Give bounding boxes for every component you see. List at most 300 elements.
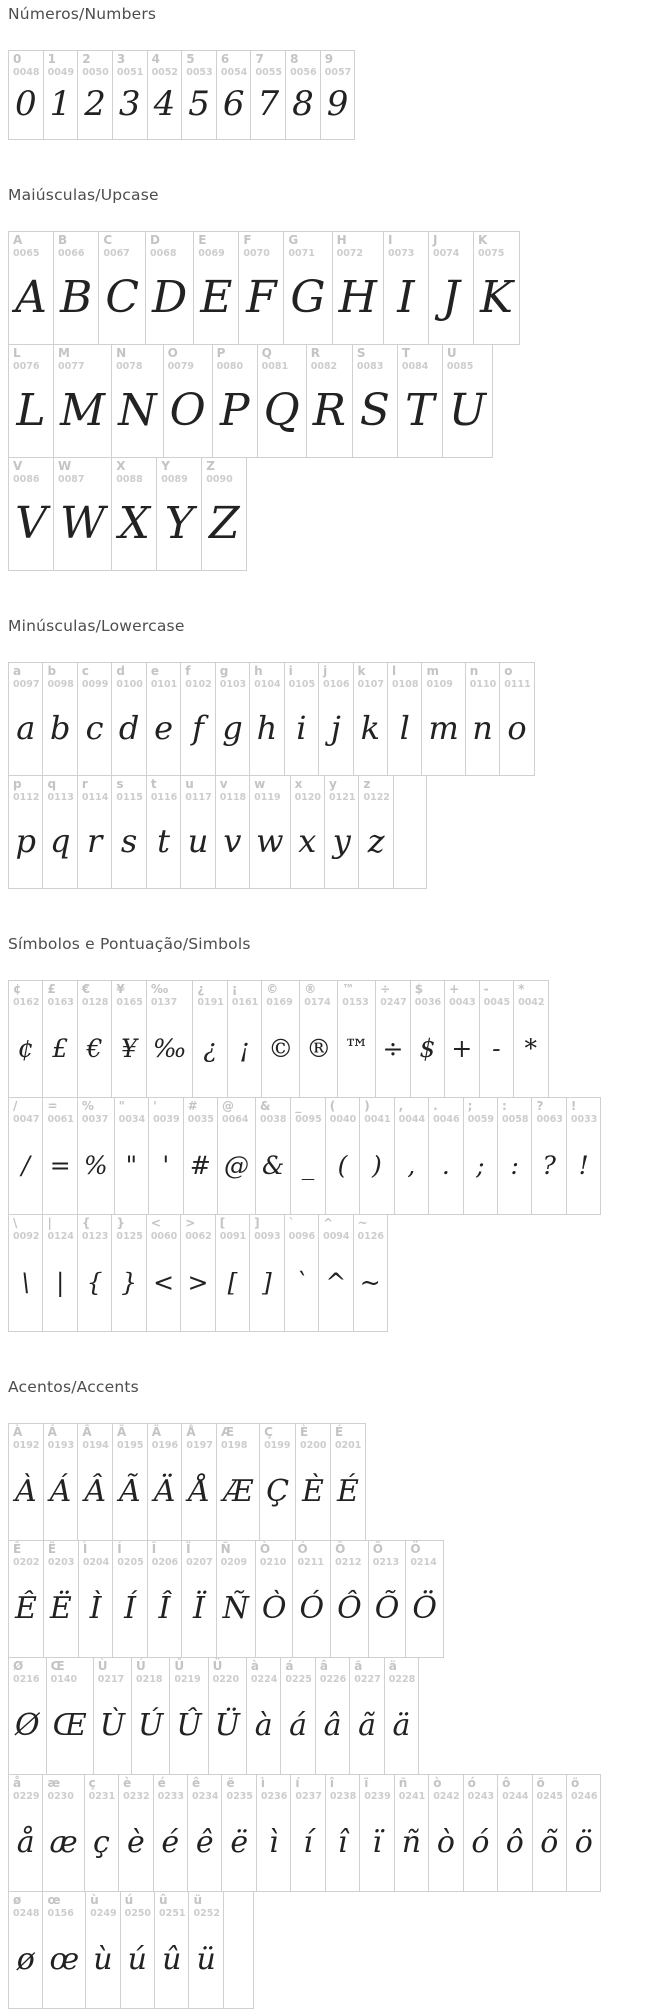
glyph-preview: Q [263, 384, 300, 436]
char-code: 0195 [117, 1439, 144, 1451]
char-code: 0111 [504, 678, 531, 690]
cell-header [182, 1424, 216, 1452]
glyph-preview: Ü [214, 1707, 240, 1743]
char-label: Œ [50, 1659, 65, 1673]
cell-header [385, 1658, 418, 1686]
char-code: 0198 [221, 1439, 248, 1451]
char-label: < [150, 1216, 161, 1230]
glyph-cell [499, 662, 534, 776]
char-code: 0052 [151, 66, 179, 78]
char-code: 0099 [81, 678, 109, 690]
char-code: 0040 [329, 1113, 357, 1125]
glyph-cell [84, 1774, 119, 1892]
glyph-row [8, 1423, 366, 1541]
glyph-preview: q [49, 822, 71, 861]
cell-header [78, 1215, 111, 1243]
cell-header [147, 981, 193, 1009]
char-code: 0034 [118, 1113, 146, 1125]
char-code: 0083 [356, 360, 384, 372]
char-label: ™ [342, 982, 355, 996]
cell-header [498, 1775, 531, 1803]
glyph-cell [259, 1423, 296, 1541]
glyph-cell [111, 457, 157, 571]
char-code: 0067 [103, 247, 130, 259]
char-label: ì [260, 1776, 266, 1790]
glyph-cell [216, 1540, 256, 1658]
glyph-cell [352, 344, 398, 458]
char-code: 0057 [324, 66, 352, 78]
glyph-cell [154, 1891, 189, 2009]
char-label: ô [502, 1776, 511, 1790]
glyph-cell [325, 1097, 360, 1215]
glyph-preview: ] [262, 1267, 272, 1297]
glyph-cell [43, 50, 79, 140]
glyph-cell [353, 662, 388, 776]
char-label: } [116, 1216, 125, 1230]
glyph-preview: X [118, 497, 150, 549]
cell-header [43, 1098, 76, 1126]
char-code: 0238 [329, 1790, 357, 1802]
char-label: ~ [357, 1216, 368, 1230]
char-label: ® [304, 982, 317, 996]
glyph-cell [181, 1423, 217, 1541]
cell-header [250, 1215, 283, 1243]
glyph-preview: z [367, 822, 385, 861]
char-code: 0042 [518, 996, 545, 1008]
glyph-cell [532, 1774, 567, 1892]
glyph-preview: G [290, 271, 326, 323]
char-label: = [47, 1099, 58, 1113]
char-code: 0062 [185, 1230, 212, 1242]
char-code: 0076 [13, 360, 40, 372]
cell-header [164, 345, 212, 373]
cell-header [9, 1098, 42, 1126]
glyph-cell [118, 1774, 153, 1892]
char-label: C [103, 233, 113, 247]
glyph-cell [163, 344, 213, 458]
glyph-cell [513, 980, 548, 1098]
cell-header [376, 981, 409, 1009]
glyph-cell [290, 775, 325, 889]
glyph-preview: & [262, 1150, 285, 1180]
cell-header [147, 663, 180, 691]
char-label: É [334, 1425, 344, 1439]
glyph-row [8, 1774, 601, 1892]
glyph-preview: B [60, 271, 93, 323]
glyph-preview: Á [49, 1473, 72, 1509]
cell-header [9, 345, 53, 373]
glyph-preview: ò [436, 1824, 455, 1860]
char-label: Õ [372, 1542, 383, 1556]
cell-header [149, 1098, 182, 1126]
char-label: G [288, 233, 299, 247]
char-code: 0230 [47, 1790, 74, 1802]
char-label: Ì [82, 1542, 88, 1556]
glyph-preview: ä [392, 1707, 411, 1743]
glyph-preview: _ [301, 1150, 315, 1180]
char-code: 0165 [116, 996, 143, 1008]
char-label: Ç [264, 1425, 273, 1439]
cell-header [217, 1424, 259, 1452]
cell-header [291, 1775, 324, 1803]
glyph-preview: ù [93, 1941, 113, 1977]
char-label: I [387, 233, 393, 247]
char-label: ] [254, 1216, 260, 1230]
cell-header [146, 232, 193, 260]
glyph-cell [8, 662, 43, 776]
cell-header [360, 1098, 393, 1126]
char-code: 0048 [13, 66, 40, 78]
glyph-cell [227, 980, 262, 1098]
glyph-cell [280, 1657, 315, 1775]
char-label: ; [467, 1099, 473, 1113]
glyph-preview: 5 [188, 84, 210, 125]
cell-header [78, 51, 112, 79]
glyph-cell [42, 1214, 77, 1332]
glyph-preview: V [15, 497, 47, 549]
glyph-preview: ö [574, 1824, 593, 1860]
char-label: £ [47, 982, 56, 996]
glyph-preview: O [169, 384, 206, 436]
char-label: Ú [136, 1659, 146, 1673]
glyph-cell [53, 344, 112, 458]
glyph-cell [111, 980, 146, 1098]
glyph-cell [290, 1097, 325, 1215]
char-label: Ë [47, 1542, 57, 1556]
char-label: Ã [117, 1425, 127, 1439]
cell-header [333, 232, 383, 260]
cell-header [319, 663, 352, 691]
glyph-preview: © [268, 1033, 294, 1063]
char-code: 0116 [150, 791, 178, 803]
char-label: Z [206, 459, 215, 473]
glyph-cell [332, 231, 384, 345]
glyph-cell [375, 980, 410, 1098]
glyph-cell [353, 1214, 388, 1332]
char-code: 0232 [123, 1790, 150, 1802]
char-code: 0054 [220, 66, 248, 78]
glyph-cell [85, 1891, 120, 2009]
char-code: 0194 [82, 1439, 109, 1451]
glyph-preview: ë [230, 1824, 249, 1860]
char-label: { [81, 1216, 91, 1230]
char-code: 0110 [469, 678, 497, 690]
char-code: 0137 [150, 996, 178, 1008]
char-label: y [329, 777, 337, 791]
char-code: 0035 [187, 1113, 215, 1125]
glyph-preview: Ô [337, 1590, 362, 1626]
char-code: 0044 [398, 1113, 426, 1125]
glyph-cell [442, 344, 493, 458]
char-code: 0087 [58, 473, 85, 485]
glyph-preview: à [254, 1707, 273, 1743]
char-label: ! [570, 1099, 577, 1113]
glyph-cell [215, 1214, 250, 1332]
empty-cell [223, 1891, 254, 2009]
cell-header [567, 1098, 600, 1126]
char-code: 0070 [243, 247, 270, 259]
cell-header [429, 232, 473, 260]
char-label: R [310, 346, 320, 360]
cell-header [78, 981, 111, 1009]
char-label: ` [288, 1216, 295, 1230]
char-label: æ [47, 1776, 61, 1790]
glyph-preview: Å [188, 1473, 211, 1509]
glyph-preview: Ò [261, 1590, 287, 1626]
char-code: 0068 [150, 247, 177, 259]
char-code: 0174 [304, 996, 331, 1008]
glyph-cell [397, 344, 443, 458]
glyph-preview: È [302, 1473, 324, 1509]
char-code: 0100 [116, 678, 143, 690]
glyph-cell [201, 457, 247, 571]
glyph-preview: : [510, 1150, 519, 1180]
glyph-cell [111, 344, 164, 458]
char-code: 0108 [391, 678, 419, 690]
char-label: l [391, 664, 397, 678]
glyph-cell [77, 50, 113, 140]
glyph-preview: ) [372, 1150, 382, 1180]
char-label: U [446, 346, 457, 360]
char-label: 4 [151, 52, 160, 66]
cell-header [258, 345, 306, 373]
cell-header [54, 345, 111, 373]
glyph-cell [217, 1097, 256, 1215]
char-code: 0248 [13, 1907, 40, 1919]
cell-header [466, 663, 499, 691]
cell-header [112, 663, 145, 691]
glyph-preview: í [303, 1824, 313, 1860]
char-code: 0209 [220, 1556, 248, 1568]
char-code: 0126 [357, 1230, 384, 1242]
char-label: © [266, 982, 279, 996]
cell-header [291, 1098, 324, 1126]
cell-header [291, 776, 324, 804]
cell-header [209, 1658, 246, 1686]
char-code: 0243 [467, 1790, 495, 1802]
char-label: J [432, 233, 438, 247]
empty-cell [393, 775, 427, 889]
glyph-cell [256, 1774, 291, 1892]
cell-header [307, 345, 352, 373]
cell-header [155, 1892, 188, 1920]
char-code: 0037 [81, 1113, 109, 1125]
glyph-preview: c [85, 709, 104, 748]
glyph-cell [463, 1774, 498, 1892]
glyph-preview: 9 [326, 84, 349, 125]
glyph-preview: % [83, 1150, 108, 1180]
glyph-cell [77, 662, 112, 776]
cell-header [350, 1658, 383, 1686]
glyph-cell [181, 50, 217, 140]
glyph-cell [479, 980, 514, 1098]
char-code: 0115 [116, 791, 143, 803]
char-code: 0080 [216, 360, 244, 372]
cell-header [9, 458, 53, 486]
section-symbols [8, 935, 653, 1332]
glyph-preview: é [161, 1824, 180, 1860]
cell-header [281, 1658, 314, 1686]
cell-header [113, 51, 147, 79]
glyph-preview: C [105, 271, 140, 323]
char-code: 0101 [150, 678, 178, 690]
glyph-cell [473, 231, 520, 345]
glyph-preview: H [338, 271, 377, 323]
cell-header [44, 51, 78, 79]
cell-header [257, 1775, 290, 1803]
cell-header [359, 776, 392, 804]
char-code: 0224 [250, 1673, 278, 1685]
glyph-preview: h [256, 709, 278, 748]
glyph-row [8, 50, 355, 140]
char-label: Æ [221, 1425, 235, 1439]
glyph-preview: Ù [99, 1707, 126, 1743]
glyph-preview: S [359, 384, 390, 436]
char-code: 0097 [13, 678, 40, 690]
cell-header [260, 1424, 295, 1452]
char-code: 0220 [212, 1673, 240, 1685]
cell-header [184, 1098, 217, 1126]
glyph-cell [8, 1214, 43, 1332]
glyph-cell [112, 1423, 148, 1541]
char-code: 0045 [483, 996, 511, 1008]
glyph-cell [255, 1097, 291, 1215]
char-code: 0051 [116, 66, 144, 78]
glyph-preview: | [55, 1267, 65, 1297]
char-code: 0092 [13, 1230, 40, 1242]
char-code: 0122 [363, 791, 390, 803]
char-label: E [198, 233, 207, 247]
cell-header [464, 1775, 497, 1803]
char-label: _ [295, 1099, 302, 1113]
cell-header [326, 1775, 359, 1803]
glyph-cell [147, 50, 183, 140]
section-lowercase [8, 617, 653, 889]
glyph-cell [285, 50, 321, 140]
char-code: 0124 [47, 1230, 74, 1242]
glyph-cell [324, 775, 359, 889]
char-label: 2 [82, 52, 91, 66]
char-code: 0119 [254, 791, 281, 803]
glyph-preview: ~ [359, 1267, 381, 1297]
cell-header [54, 232, 98, 260]
char-code: 0059 [467, 1113, 495, 1125]
char-code: 0077 [58, 360, 85, 372]
char-code: 0121 [329, 791, 356, 803]
cell-header [9, 1658, 46, 1686]
char-code: 0193 [47, 1439, 75, 1451]
glyph-cell [566, 1097, 601, 1215]
glyph-preview: T [405, 384, 435, 436]
char-code: 0161 [231, 996, 259, 1008]
glyph-preview: ç [92, 1824, 110, 1860]
char-code: 0056 [290, 66, 317, 78]
char-code: 0049 [47, 66, 75, 78]
char-code: 0251 [159, 1907, 186, 1919]
cell-header [9, 776, 42, 804]
char-code: 0213 [372, 1556, 400, 1568]
glyph-row [8, 344, 493, 458]
char-code: 0203 [47, 1556, 75, 1568]
char-label: > [185, 1216, 196, 1230]
char-code: 0114 [81, 791, 109, 803]
glyph-preview: f [192, 709, 204, 748]
char-code: 0113 [47, 791, 74, 803]
glyph-preview: û [162, 1941, 182, 1977]
glyph-preview: " [125, 1150, 138, 1180]
glyph-cell [249, 662, 284, 776]
glyph-row [8, 662, 535, 776]
char-code: 0089 [161, 473, 188, 485]
cell-header [112, 981, 145, 1009]
char-label: Ä [151, 1425, 161, 1439]
glyph-cell [318, 1214, 353, 1332]
glyph-cell [215, 662, 250, 776]
glyph-preview: N [118, 384, 157, 436]
char-code: 0074 [432, 247, 460, 259]
glyph-preview: ê [195, 1824, 214, 1860]
char-label: & [260, 1099, 271, 1113]
char-code: 0156 [47, 1907, 74, 1919]
glyph-preview: . [441, 1150, 450, 1180]
glyph-cell [156, 457, 202, 571]
cell-header [189, 1892, 222, 1920]
cell-header [256, 1541, 293, 1569]
cell-header [115, 1098, 148, 1126]
char-label: 5 [186, 52, 195, 66]
cell-header [9, 1215, 42, 1243]
char-label: Ê [13, 1542, 22, 1556]
cell-header [148, 1541, 181, 1569]
glyph-preview: I [397, 271, 415, 323]
cell-header [148, 51, 182, 79]
char-label: å [13, 1776, 22, 1790]
cell-header [99, 232, 145, 260]
char-code: 0098 [47, 678, 74, 690]
char-code: 0128 [81, 996, 109, 1008]
glyph-preview: i [296, 709, 307, 748]
char-label: b [47, 664, 57, 678]
char-code: 0210 [259, 1556, 287, 1568]
char-label: à [250, 1659, 260, 1673]
glyph-preview: R [312, 384, 346, 436]
cell-header [78, 1098, 114, 1126]
cell-header [285, 1215, 318, 1243]
char-label: H [336, 233, 347, 247]
char-code: 0071 [288, 247, 315, 259]
glyph-row [8, 231, 520, 345]
char-code: 0212 [335, 1556, 362, 1568]
glyph-preview: Ó [299, 1590, 325, 1626]
glyph-preview: 0 [15, 84, 37, 125]
char-code: 0046 [433, 1113, 460, 1125]
glyph-preview: 7 [257, 84, 280, 125]
char-label: N [116, 346, 127, 360]
char-code: 0090 [206, 473, 233, 485]
cell-header [9, 663, 42, 691]
glyph-preview: ' [162, 1150, 170, 1180]
glyph-cell [337, 980, 376, 1098]
char-label: c [81, 664, 90, 678]
glyph-preview: Ä [153, 1473, 176, 1509]
glyph-cell [180, 1214, 215, 1332]
glyph-cell [112, 1540, 147, 1658]
glyph-cell [463, 1097, 498, 1215]
char-code: 0247 [380, 996, 407, 1008]
glyph-preview: Ê [15, 1590, 37, 1626]
char-code: 0228 [388, 1673, 416, 1685]
char-code: 0093 [254, 1230, 281, 1242]
